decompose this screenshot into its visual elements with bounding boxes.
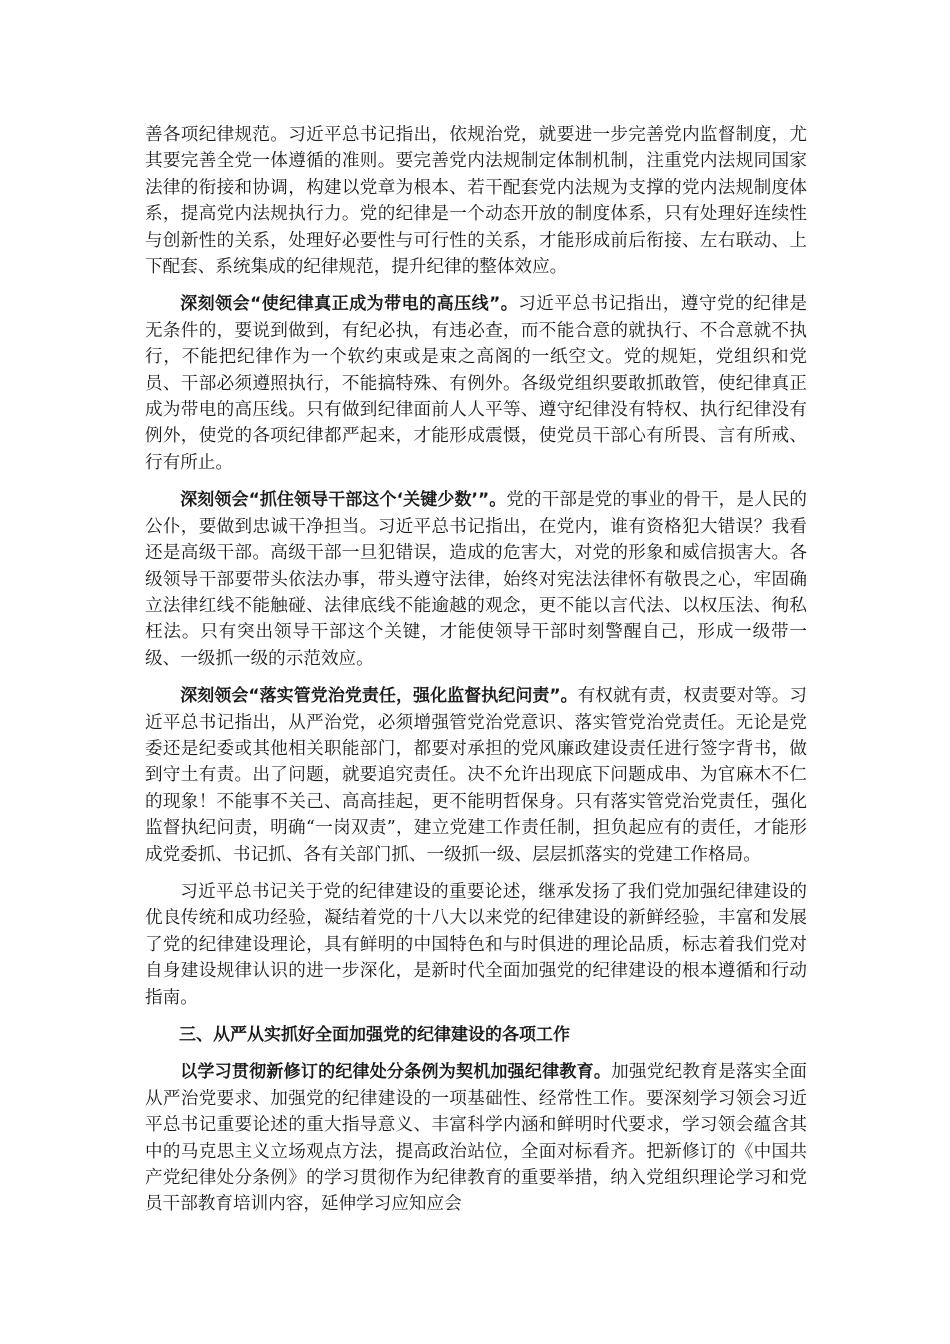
paragraph-key-minority [145, 487, 807, 672]
section-heading: 三、从严从实抓好全面加强党的纪律建设的各项工作 [179, 1025, 570, 1045]
paragraph-lead-heading: 以学习贯彻新修订的纪律处分条例为契机加强纪律教育。 [180, 1062, 612, 1083]
paragraph-lead-heading: 深刻领会“抓住领导干部这个‘关键少数’”。 [180, 490, 507, 511]
paragraph-text: 习近平总书记指出，遵守党的纪律是无条件的，要说到做到，有纪必执，有违必查，而不能合意的就执行、不合意就不执行，不能把纪律作为一个软约束或是束之高阁的一纸空文。党的规矩，党组织和党员、干部必须遵照执行，不能搞特殊、有例外。各级党组织要敢抓敢管，使纪律真正成为带电的高压线。只有做到纪律面前人人平等、遵守纪律没有特权、执行纪律没有例外，使党的各项纪律都严起来，才能形成震慑，使党员干部心有所畏、言有所戒、行有所止。 [145, 294, 807, 473]
paragraph-discipline-education [145, 1059, 807, 1217]
paragraph-lead-heading: 深刻领会“落实管党治党责任，强化监督执纪问责”。 [180, 686, 578, 707]
paragraph-lead-heading: 深刻领会“使纪律真正成为带电的高压线”。 [180, 294, 519, 315]
paragraph-text: 善各项纪律规范。习近平总书记指出，依规治党，就要进一步完善党内监督制度，尤其要完善全党一体遵循的准则。要完善党内法规制定体制机制，注重党内法规同国家法律的衔接和协调，构建以党章为根本、若干配套党内法规为支撑的党内法规制度体系，提高党内法规执行力。党的纪律是一个动态开放的制度体系，只有处理好连续性与创新性的关系，处理好必要性与可行性的关系，才能形成前后衔接、左右联动、上下配套、系统集成的纪律规范，提升纪律的整体效应。 [145, 125, 807, 278]
document-body [145, 122, 807, 1229]
paragraph-summary [145, 879, 807, 1011]
paragraph-high-voltage-line [145, 291, 807, 476]
paragraph-text: 党的干部是党的事业的骨干，是人民的公仆，要做到忠诚干净担当。习近平总书记指出，在党内，谁有资格犯大错误？我看还是高级干部。高级干部一旦犯错误，造成的危害大，对党的形象和威信损害大。各级领导干部要带头依法办事，带头遵守法律，始终对宪法法律怀有敬畏之心，牢固确立法律红线不能触碰、法律底线不能逾越的观念，更不能以言代法、以权压法、徇私枉法。只有突出领导干部这个关键，才能使领导干部时刻警醒自己，形成一级带一级、一级抓一级的示范效应。 [145, 490, 807, 669]
paragraph-text: 习近平总书记关于党的纪律建设的重要论述，继承发扬了我们党加强纪律建设的优良传统和成功经验，凝结着党的十八大以来党的纪律建设的新鲜经验，丰富和发展了党的纪律建设理论，具有鲜明的中国特色和与时俱进的理论品质，标志着我们党对自身建设规律认识的进一步深化，是新时代全面加强党的纪律建设的根本遵循和行动指南。 [145, 881, 807, 1008]
paragraph-continuation [145, 122, 807, 280]
paragraph-responsibility [145, 683, 807, 868]
paragraph-text: 加强党纪教育是落实全面从严治党要求、加强党的纪律建设的一项基础性、经常性工作。要深刻学习领会习近平总书记重要论述的重大指导意义、丰富科学内涵和鲜明时代要求，学习领会蕴含其中的马克思主义立场观点方法，提高政治站位，全面对标看齐。把新修订的《中国共产党纪律处分条例》的学习贯彻作为纪律教育的重要举措，纳入党组织理论学习和党员干部教育培训内容，延伸学习应知应会 [145, 1062, 807, 1215]
paragraph-text: 有权就有责，权责要对等。习近平总书记指出，从严治党，必须增强管党治党意识、落实管党治党责任。无论是党委还是纪委或其他相关职能部门，都要对承担的党风廉政建设责任进行签字背书，做到守土有责。出了问题，就要追究责任。决不允许出现底下问题成串、为官麻木不仁的现象！不能事不关己、高高挂起，更不能明哲保身。只有落实管党治党责任，强化监督执纪问责，明确“一岗双责”，建立党建工作责任制，担负起应有的责任，才能形成党委抓、书记抓、各有关部门抓、一级抓一级、层层抓落实的党建工作格局。 [145, 686, 807, 865]
